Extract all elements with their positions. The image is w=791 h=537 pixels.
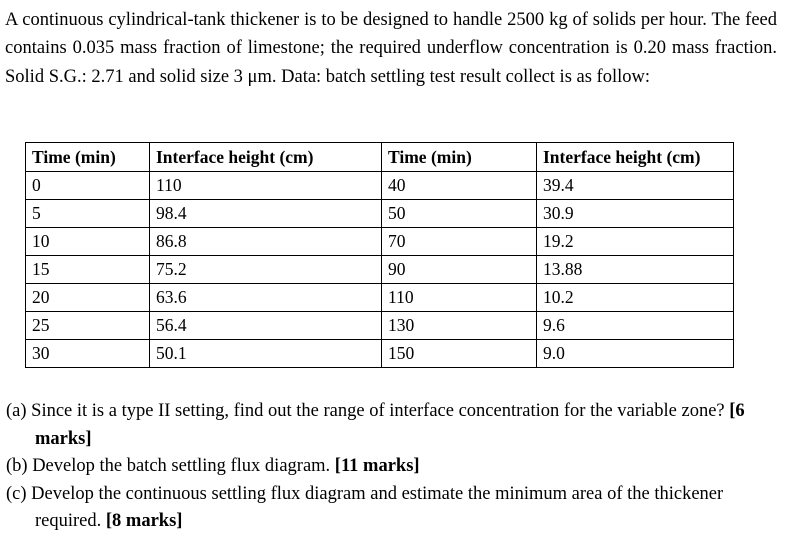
table-row (26, 256, 734, 284)
table-cell: 9.0 (537, 340, 734, 368)
table-cell: 10.2 (537, 284, 734, 312)
table-cell: 63.6 (150, 284, 382, 312)
table-cell: 98.4 (150, 200, 382, 228)
question-text: (a) Since it is a type II setting, find out the range of interface concentration for the variable zone? (6, 401, 730, 421)
table-row (26, 340, 734, 368)
table-cell: 10 (26, 228, 150, 256)
table-header-row (26, 143, 734, 172)
table-cell: 70 (382, 228, 537, 256)
question-text: (b) Develop the batch settling flux diagram. (6, 456, 335, 476)
question-c (6, 481, 786, 536)
table-cell: 30 (26, 340, 150, 368)
table-cell: 130 (382, 312, 537, 340)
table-cell: 20 (26, 284, 150, 312)
table-row (26, 228, 734, 256)
table-row (26, 284, 734, 312)
table-cell: 19.2 (537, 228, 734, 256)
table-cell: 15 (26, 256, 150, 284)
header-height-2: Interface height (cm) (537, 143, 734, 172)
question-marks: [8 marks] (105, 511, 183, 531)
question-list (6, 398, 786, 536)
table-cell: 110 (150, 172, 382, 200)
question-marks: [11 marks] (334, 456, 420, 476)
table-cell: 0 (26, 172, 150, 200)
table-cell: 150 (382, 340, 537, 368)
table-row (26, 312, 734, 340)
header-height-1: Interface height (cm) (150, 143, 382, 172)
table-cell: 40 (382, 172, 537, 200)
table-cell: 39.4 (537, 172, 734, 200)
table-cell: 56.4 (150, 312, 382, 340)
header-time-1: Time (min) (26, 143, 150, 172)
question-marks: [6 marks] (35, 401, 745, 449)
header-time-2: Time (min) (382, 143, 537, 172)
table-cell: 50.1 (150, 340, 382, 368)
table-cell: 25 (26, 312, 150, 340)
table-cell: 90 (382, 256, 537, 284)
problem-statement: A continuous cylindrical-tank thickener is to be designed to handle 2500 kg of solids per hour. The feed contains 0.035 mass fraction of limestone; the required underflow concentration is 0.20 mass fraction. Solid S.G.: 2.71 and solid size 3 μm. Data: batch settling test result collect is as follow: (5, 10, 777, 87)
table-cell: 75.2 (150, 256, 382, 284)
table-row (26, 200, 734, 228)
question-b (6, 453, 786, 481)
table-cell: 86.8 (150, 228, 382, 256)
question-a (6, 398, 786, 453)
table-cell: 5 (26, 200, 150, 228)
table-cell: 110 (382, 284, 537, 312)
settling-data-table (25, 142, 734, 368)
question-text: (c) Develop the continuous settling flux diagram and estimate the minimum area of the thickener required. (6, 483, 724, 531)
table-cell: 50 (382, 200, 537, 228)
table-cell: 13.88 (537, 256, 734, 284)
table-cell: 30.9 (537, 200, 734, 228)
table-row (26, 172, 734, 200)
table-cell: 9.6 (537, 312, 734, 340)
